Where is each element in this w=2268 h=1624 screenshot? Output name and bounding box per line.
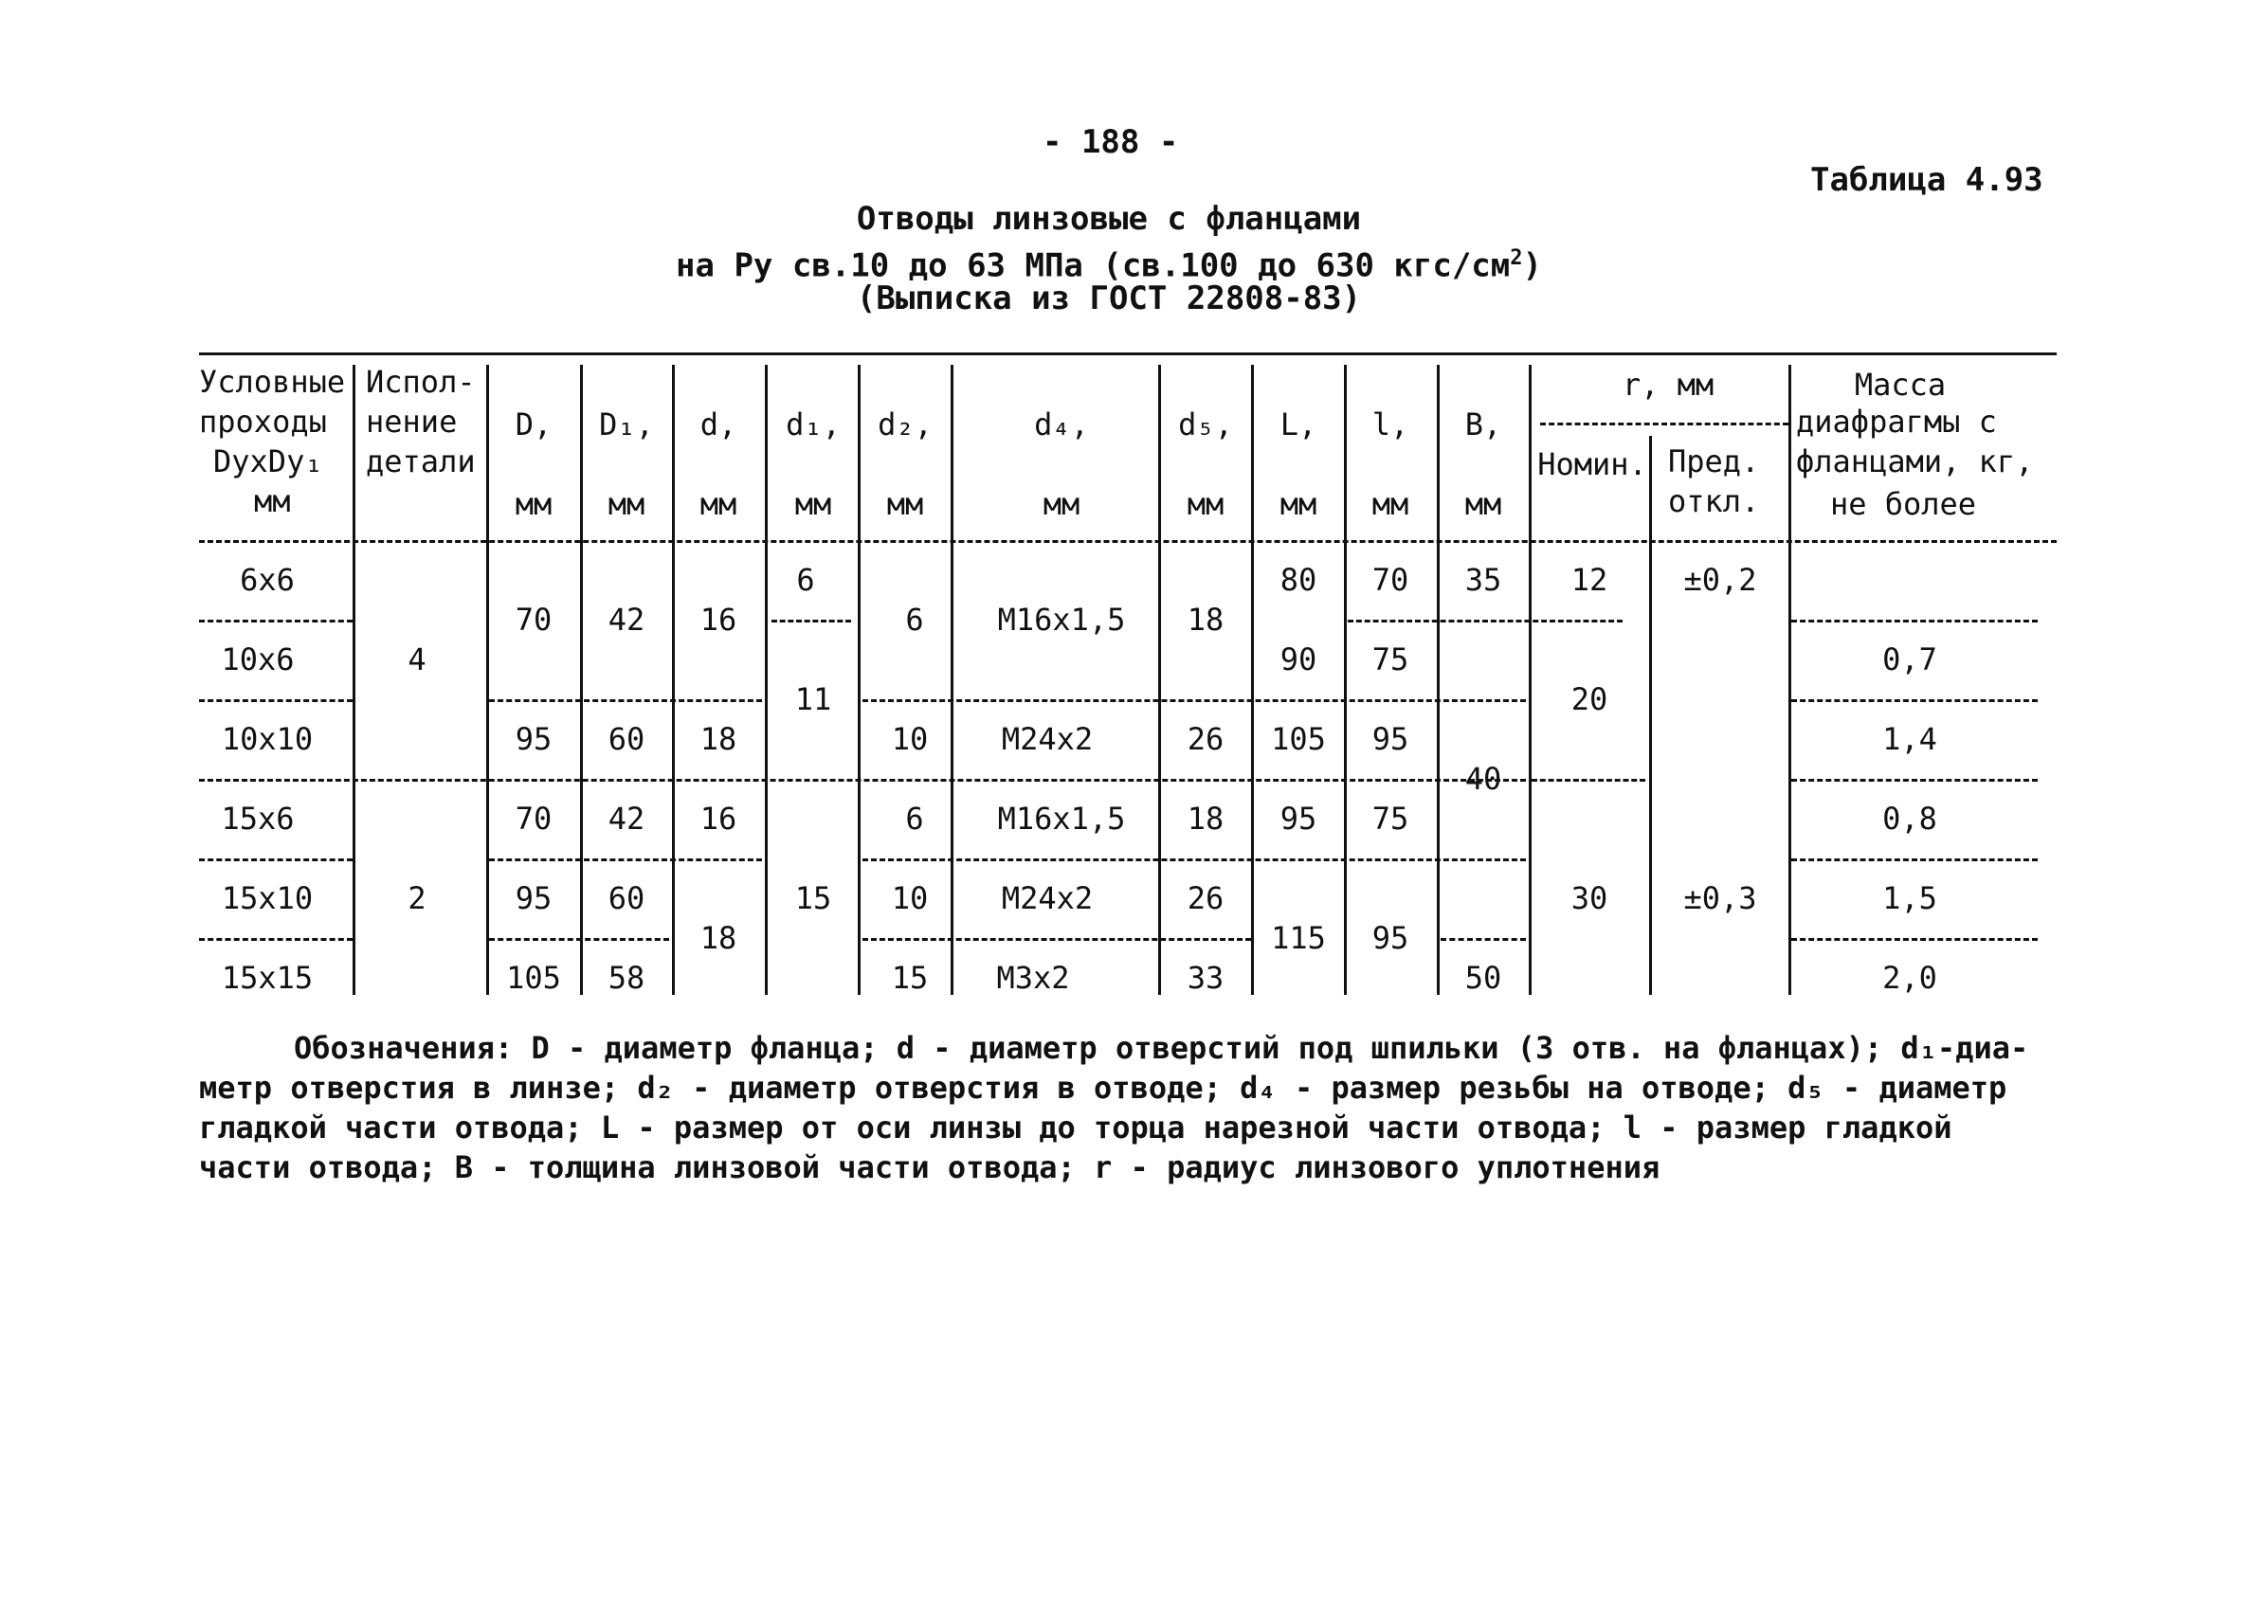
note-line-2: метр отверстия в линзе; d₂ - диаметр отверстия в отводе; d₄ - размер резьбы на отводе; d₅ - диаметр <box>199 1070 2007 1106</box>
note-line-3: гладкой части отвода; L - размер от оси линзы до торца нарезной части отвода; l - размер гладкой <box>199 1110 1952 1146</box>
table-source: (Выписка из ГОСТ 22808-83) <box>856 280 1362 317</box>
row-divider <box>1532 779 1645 782</box>
row-divider <box>199 620 353 623</box>
d4-value: M24x2 <box>1001 880 1094 916</box>
header-D1: D₁, <box>599 406 654 442</box>
header-r-tolerance-2: откл. <box>1668 483 1760 519</box>
row-dy: 15x10 <box>221 880 314 916</box>
D1-value: 42 <box>608 602 645 638</box>
row-divider <box>199 779 1526 782</box>
l-value: 75 <box>1371 641 1409 677</box>
d5-value: 18 <box>1187 801 1225 837</box>
table-number: Таблица 4.93 <box>1810 161 2043 199</box>
row-divider <box>489 858 762 861</box>
D1-value: 58 <box>608 960 645 996</box>
header-divider <box>199 540 2057 543</box>
L-value: 90 <box>1279 641 1317 677</box>
note-line-1: Обозначения: D - диаметр фланца; d - диаметр отверстий под шпильки (3 отв. на фланцах); d₁-диа- <box>294 1030 2029 1066</box>
d5-value: 26 <box>1187 880 1225 916</box>
r-tolerance-value: ±0,3 <box>1683 880 1757 916</box>
d2-value: 10 <box>891 880 929 916</box>
header-d4: d₄, <box>1034 406 1089 442</box>
row-dy: 10x10 <box>221 721 314 757</box>
header-B: B, <box>1464 406 1502 442</box>
row-divider <box>862 858 1526 861</box>
header-r-divider <box>1540 423 1788 425</box>
row-divider <box>489 938 669 941</box>
col-separator <box>1251 365 1254 995</box>
l-value: 95 <box>1371 920 1409 956</box>
d4-value: M3x2 <box>996 960 1070 996</box>
row-divider <box>1791 699 2038 702</box>
header-execution-1: Испол- <box>366 364 476 400</box>
r-nominal-value: 12 <box>1570 562 1608 598</box>
row-divider <box>862 938 1251 941</box>
row-divider <box>1791 779 2038 782</box>
header-r-tolerance-1: Пред. <box>1668 443 1760 479</box>
table-subtitle: на Py св.10 до 63 МПа (св.100 до 630 кгс/$см^2$) <box>676 246 1542 285</box>
L-value: 115 <box>1271 920 1326 956</box>
D-value: 70 <box>515 801 553 837</box>
row-divider <box>199 938 353 941</box>
d5-value: 18 <box>1187 602 1225 638</box>
header-nominal-bore-3: DyxDy₁ <box>213 443 323 479</box>
unit-D: мм <box>515 486 553 522</box>
unit-d2: мм <box>886 486 924 522</box>
row-divider <box>1348 620 1623 623</box>
unit-d: мм <box>699 486 737 522</box>
d-value: 18 <box>699 920 737 956</box>
row-dy: 6x6 <box>240 562 295 598</box>
header-d2: d₂, <box>878 406 933 442</box>
mass-value: 2,0 <box>1882 960 1937 996</box>
D-value: 70 <box>515 602 553 638</box>
col-separator <box>353 365 355 995</box>
r-tolerance-value: ±0,2 <box>1683 562 1757 598</box>
title-superscript: 2 <box>1510 246 1523 270</box>
row-divider <box>199 858 353 861</box>
col-separator <box>1344 365 1347 995</box>
unit-B: мм <box>1464 486 1502 522</box>
col-separator <box>1529 365 1532 995</box>
table-title: Отводы линзовые с фланцами <box>856 200 1362 238</box>
B-value: 40 <box>1464 761 1502 797</box>
B-value: 35 <box>1464 562 1502 598</box>
col-separator <box>1649 436 1652 995</box>
mass-value: 0,7 <box>1882 641 1937 677</box>
header-nominal-bore-2: проходы <box>199 404 327 440</box>
d1-value: 11 <box>794 681 832 717</box>
header-mass-2: диафрагмы с <box>1796 404 1997 440</box>
d4-value: M16x1,5 <box>997 801 1126 837</box>
col-separator <box>1158 365 1161 995</box>
row-divider <box>771 620 851 623</box>
col-separator <box>1437 365 1440 995</box>
col-separator <box>672 365 675 995</box>
col-separator <box>858 365 861 995</box>
header-d5: d₅, <box>1178 406 1233 442</box>
unit-L: мм <box>1279 486 1317 522</box>
col-separator <box>1788 365 1791 995</box>
d2-value: 15 <box>891 960 929 996</box>
D-value: 105 <box>506 960 561 996</box>
header-execution-3: детали <box>366 443 476 479</box>
row-dy: 15x15 <box>221 960 314 996</box>
header-execution-2: нение <box>366 404 458 440</box>
header-d1: d₁, <box>786 406 841 442</box>
D1-value: 60 <box>608 880 645 916</box>
header-L: L, <box>1279 406 1317 442</box>
col-separator <box>580 365 583 995</box>
row-divider <box>489 699 762 702</box>
table-top-rule <box>199 352 2057 355</box>
d5-value: 33 <box>1187 960 1225 996</box>
header-mass-3: фланцами, кг, <box>1796 443 2034 479</box>
d4-value: M24x2 <box>1001 721 1094 757</box>
r-nominal-value: 20 <box>1570 681 1608 717</box>
legend-notes <box>199 1028 2057 1187</box>
d2-value: 6 <box>905 602 924 638</box>
row-divider <box>1791 938 2038 941</box>
header-l: l, <box>1371 406 1409 442</box>
header-d: d, <box>699 406 737 442</box>
d5-value: 26 <box>1187 721 1225 757</box>
header-r-nominal: Номин. <box>1537 446 1647 482</box>
page-number: - 188 - <box>1043 123 1179 161</box>
D1-value: 60 <box>608 721 645 757</box>
r-nominal-value: 30 <box>1570 880 1608 916</box>
header-mass-1: Масса <box>1854 367 1947 403</box>
unit-d5: мм <box>1187 486 1225 522</box>
row-divider <box>862 699 1526 702</box>
d2-value: 6 <box>905 801 924 837</box>
col-separator <box>765 365 768 995</box>
col-separator <box>486 365 489 995</box>
execution-value: 4 <box>408 641 426 677</box>
header-nominal-bore-1: Условные <box>199 364 346 400</box>
L-value: 80 <box>1279 562 1317 598</box>
d4-value: M16x1,5 <box>997 602 1126 638</box>
note-line-4: части отвода; B - толщина линзовой части отвода; r - радиус линзового уплотнения <box>199 1149 1660 1185</box>
d1-value: 6 <box>796 562 815 598</box>
row-divider <box>1791 620 2038 623</box>
header-mass-4: не более <box>1829 486 1977 522</box>
d2-value: 10 <box>891 721 929 757</box>
execution-value: 2 <box>408 880 426 916</box>
header-nominal-bore-unit: мм <box>254 483 291 519</box>
row-divider <box>1441 938 1526 941</box>
unit-d4: мм <box>1043 486 1080 522</box>
L-value: 95 <box>1279 801 1317 837</box>
L-value: 105 <box>1271 721 1326 757</box>
l-value: 75 <box>1371 801 1409 837</box>
mass-value: 1,5 <box>1882 880 1937 916</box>
B-value: 50 <box>1464 960 1502 996</box>
unit-d1: мм <box>794 486 832 522</box>
mass-value: 0,8 <box>1882 801 1937 837</box>
mass-value: 1,4 <box>1882 721 1937 757</box>
header-D: D, <box>515 406 553 442</box>
D-value: 95 <box>515 880 553 916</box>
header-r: r, мм <box>1622 367 1715 403</box>
d-value: 18 <box>699 721 737 757</box>
row-dy: 15x6 <box>221 801 295 837</box>
col-separator <box>951 365 953 995</box>
D1-value: 42 <box>608 801 645 837</box>
D-value: 95 <box>515 721 553 757</box>
l-value: 70 <box>1371 562 1409 598</box>
unit-D1: мм <box>608 486 645 522</box>
l-value: 95 <box>1371 721 1409 757</box>
unit-l: мм <box>1371 486 1409 522</box>
row-divider <box>199 699 353 702</box>
row-divider <box>1791 858 2038 861</box>
row-dy: 10x6 <box>221 641 295 677</box>
d1-value: 15 <box>794 880 832 916</box>
d-value: 16 <box>699 801 737 837</box>
d-value: 16 <box>699 602 737 638</box>
